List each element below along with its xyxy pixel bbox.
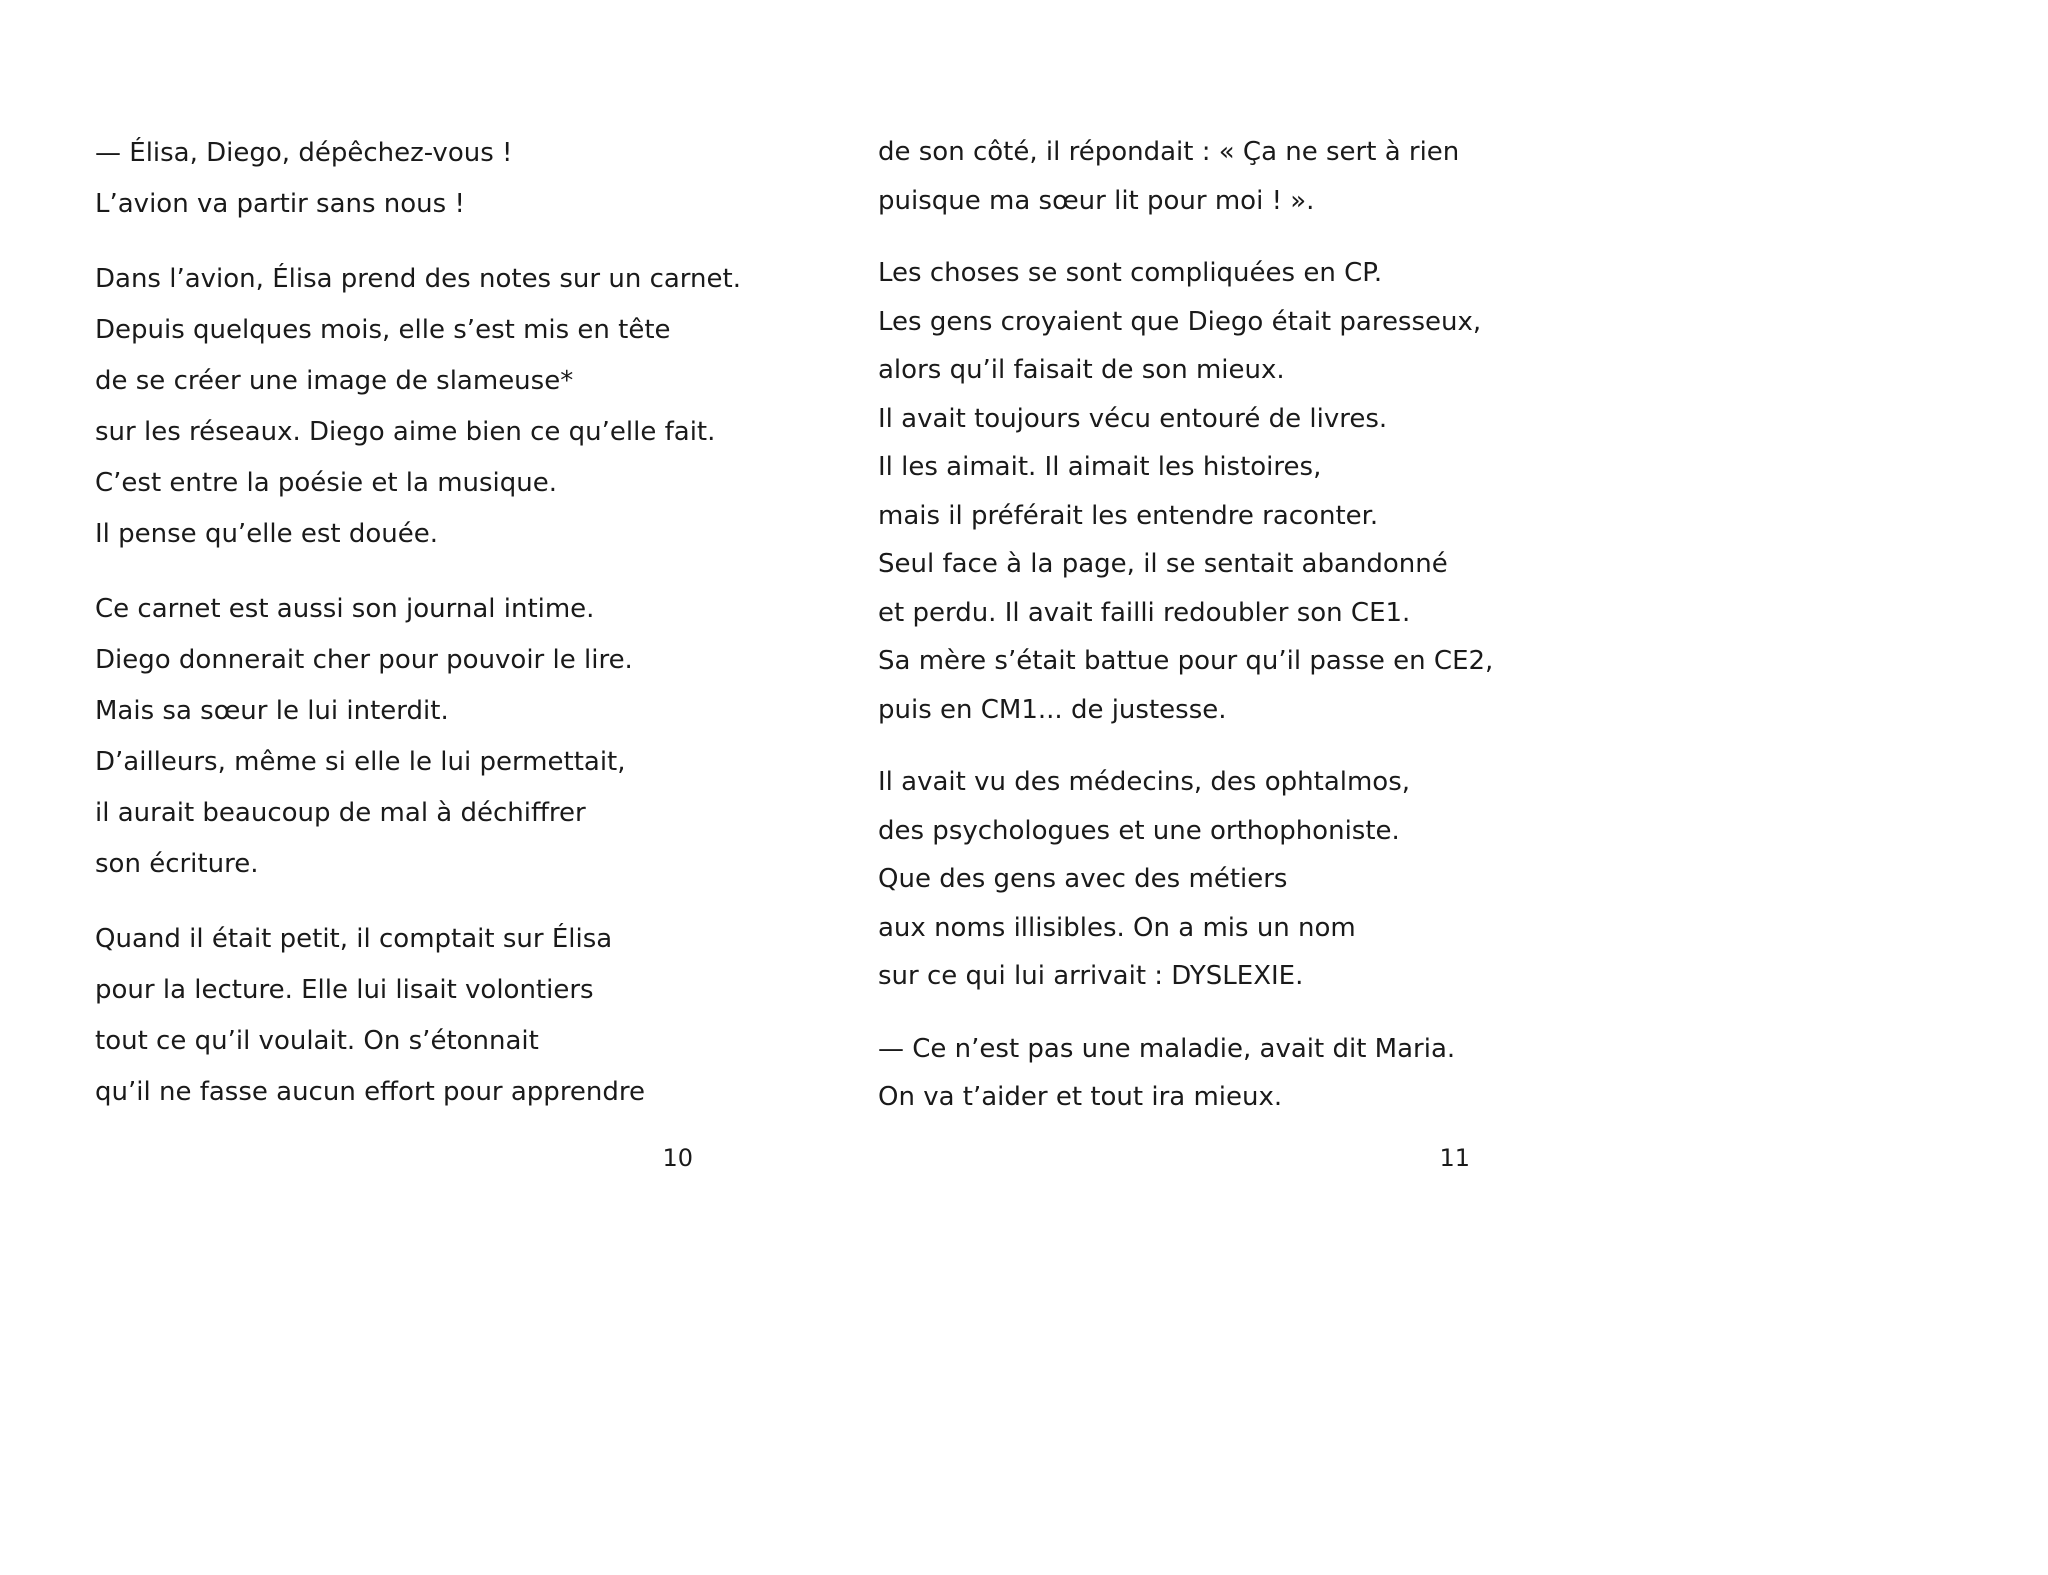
text-line: sur ce qui lui arrivait : DYSLEXIE.	[878, 961, 1304, 991]
text-line: Mais sa sœur le lui interdit.	[95, 696, 449, 726]
text-line: puis en CM1... de justesse.	[878, 694, 1227, 725]
text-line: Il les aimait. Il aimait les histoires,	[878, 452, 1322, 482]
paragraph	[878, 128, 1470, 225]
text-line: pour la lecture. Elle lui lisait volontiers	[95, 975, 594, 1005]
text-line: Diego donnerait cher pour pouvoir le lire.	[95, 645, 633, 675]
paragraph	[878, 1025, 1470, 1122]
text-line: qu’il ne fasse aucun effort pour apprendre	[95, 1077, 646, 1107]
text-line: son écriture.	[95, 849, 259, 879]
paragraph	[95, 914, 693, 1118]
page-right-text	[878, 128, 1494, 1122]
text-line: Dans l’avion, Élisa prend des notes sur un carnet.	[95, 264, 741, 294]
text-line: des psychologues et une orthophoniste.	[878, 815, 1400, 846]
text-line: L’avion va partir sans nous !	[95, 189, 465, 219]
text-line: — Élisa, Diego, dépêchez-vous !	[95, 138, 513, 168]
text-line: sur les réseaux. Diego aime bien ce qu’elle fait.	[95, 417, 716, 447]
text-line: — Ce n’est pas une maladie, avait dit Maria.	[878, 1033, 1456, 1064]
text-line: On va t’aider et tout ira mieux.	[878, 1082, 1283, 1112]
paragraph	[95, 254, 741, 560]
text-line: de son côté, il répondait : « Ça ne sert à rien	[878, 137, 1460, 167]
text-line: Les gens croyaient que Diego était paresseux,	[878, 306, 1482, 337]
text-line: Ce carnet est aussi son journal intime.	[95, 594, 595, 624]
text-line: C’est entre la poésie et la musique.	[95, 468, 558, 498]
text-line: aux noms illisibles. On a mis un nom	[878, 912, 1356, 943]
page-left-text	[95, 128, 741, 1118]
text-line: Depuis quelques mois, elle s’est mis en tête	[95, 315, 671, 345]
text-line: D’ailleurs, même si elle le lui permettait,	[95, 747, 626, 777]
text-line: de se créer une image de slameuse*	[95, 366, 574, 396]
page-number-left: 10	[662, 1144, 693, 1172]
paragraph	[95, 128, 693, 230]
text-line: il aurait beaucoup de mal à déchiffrer	[95, 798, 586, 828]
paragraph	[878, 249, 1494, 734]
text-line: Il avait vu des médecins, des ophtalmos,	[878, 767, 1411, 797]
text-line: alors qu’il faisait de son mieux.	[878, 355, 1285, 385]
text-line: Quand il était petit, il comptait sur Élisa	[95, 924, 613, 954]
text-line: Que des gens avec des métiers	[878, 864, 1288, 894]
text-line: Seul face à la page, il se sentait abandonné	[878, 549, 1448, 579]
text-line: Il avait toujours vécu entouré de livres.	[878, 403, 1388, 434]
page-number-right: 11	[1439, 1144, 1470, 1172]
text-line: puisque ma sœur lit pour moi ! ».	[878, 185, 1315, 216]
text-line: Sa mère s’était battue pour qu’il passe en CE2,	[878, 646, 1494, 676]
text-line: mais il préférait les entendre raconter.	[878, 500, 1379, 531]
text-line: tout ce qu’il voulait. On s’étonnait	[95, 1026, 539, 1056]
paragraph	[95, 584, 693, 890]
text-line: Les choses se sont compliquées en CP.	[878, 258, 1383, 288]
paragraph	[878, 758, 1470, 1001]
text-line: Il pense qu’elle est douée.	[95, 519, 439, 549]
text-line: et perdu. Il avait failli redoubler son CE1.	[878, 597, 1411, 628]
